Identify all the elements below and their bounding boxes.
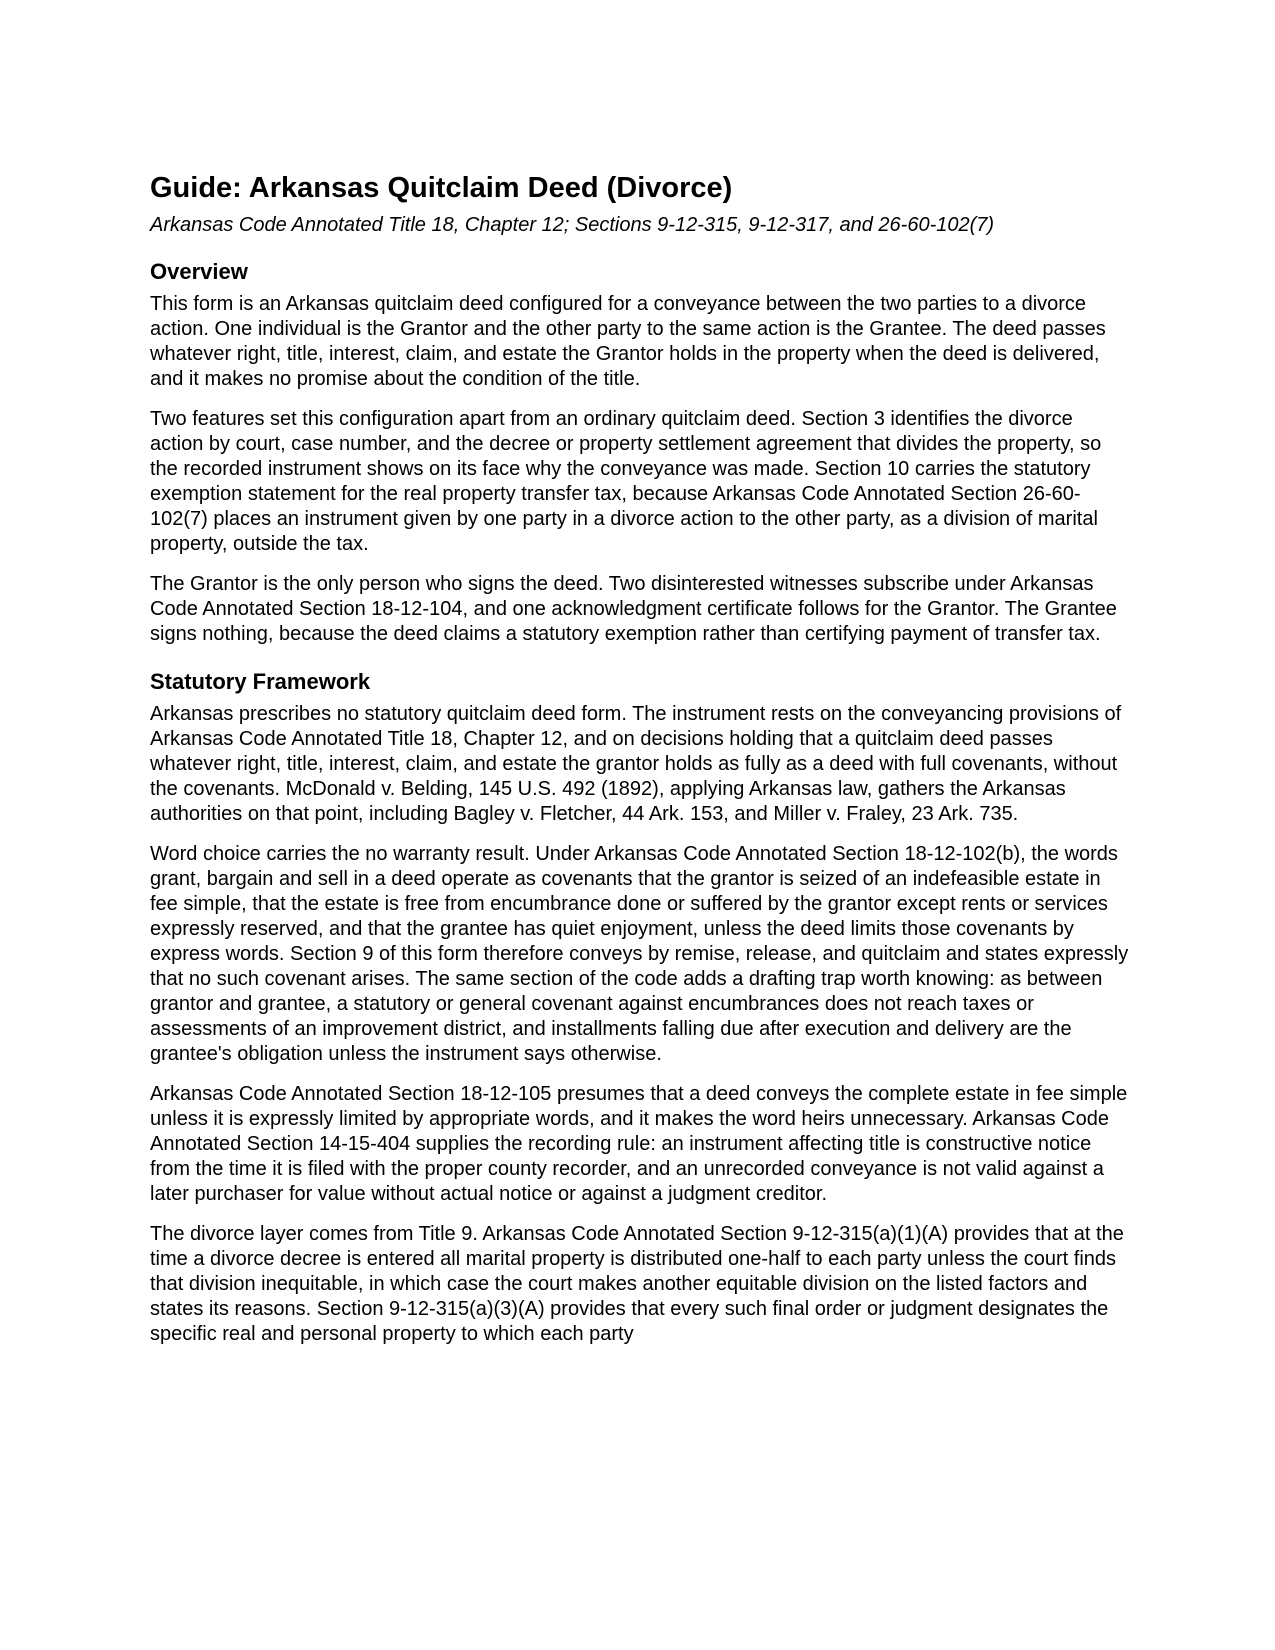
paragraph: Two features set this configuration apart from an ordinary quitclaim deed. Section 3 identifies the divorce action by court, case number, and the decree or property settlement agreement that divides the property, so the recorded instrument shows on its face why the conveyance was made. Section 10 carries the statutory exemption statement for the real property transfer tax, because Arkansas Code Annotated Section 26-60-102(7) places an instrument given by one party in a divorce action to the other party, as a division of marital property, outside the tax. <box>150 408 1102 555</box>
section-heading-statutory-framework: Statutory Framework <box>150 669 371 694</box>
document-page <box>150 170 1130 1347</box>
section-statutory-framework <box>150 668 1130 1347</box>
section-heading-overview: Overview <box>150 259 248 284</box>
paragraph: Arkansas Code Annotated Section 18-12-105 presumes that a deed conveys the complete estate in fee simple unless it is expressly limited by appropriate words, and it makes the word heirs unnecessary. Arkansas Code Annotated Section 14-15-404 supplies the recording rule: an instrument affecting title is constructive notice from the time it is filed with the proper county recorder, and an unrecorded conveyance is not valid against a later purchaser for value without actual notice or against a judgment creditor. <box>150 1083 1128 1205</box>
document-title: Guide: Arkansas Quitclaim Deed (Divorce) <box>150 172 733 204</box>
paragraph: This form is an Arkansas quitclaim deed configured for a conveyance between the two parties to a divorce action. One individual is the Grantor and the other party to the same action is the Grantee. The deed passes whatever right, title, interest, claim, and estate the Grantor holds in the property when the deed is delivered, and it makes no promise about the condition of the title. <box>150 293 1106 390</box>
document-subtitle: Arkansas Code Annotated Title 18, Chapter 12; Sections 9-12-315, 9-12-317, and 26-60-102(7) <box>150 214 995 236</box>
paragraph: The divorce layer comes from Title 9. Arkansas Code Annotated Section 9-12-315(a)(1)(A) provides that at the time a divorce decree is entered all marital property is distributed one-half to each party unless the court finds that division inequitable, in which case the court makes another equitable division on the listed factors and states its reasons. Section 9-12-315(a)(3)(A) provides that every such final order or judgment designates the specific real and personal property to which each party <box>150 1223 1124 1345</box>
paragraph: Word choice carries the no warranty result. Under Arkansas Code Annotated Section 18-12-102(b), the words grant, bargain and sell in a deed operate as covenants that the grantor is seized of an indefeasible estate in fee simple, that the estate is free from encumbrance done or suffered by the grantor except rents or services expressly reserved, and that the grantee has quiet enjoyment, unless the deed limits those covenants by express words. Section 9 of this form therefore conveys by remise, release, and quitclaim and states expressly that no such covenant arises. The same section of the code adds a drafting trap worth knowing: as between grantor and grantee, a statutory or general covenant against encumbrances does not reach taxes or assessments of an improvement district, and installments falling due after execution and delivery are the grantee's obligation unless the instrument says otherwise. <box>150 843 1129 1065</box>
section-overview <box>150 258 1130 647</box>
paragraph: Arkansas prescribes no statutory quitclaim deed form. The instrument rests on the conveyancing provisions of Arkansas Code Annotated Title 18, Chapter 12, and on decisions holding that a quitclaim deed passes whatever right, title, interest, claim, and estate the grantor holds as fully as a deed with full covenants, without the covenants. McDonald v. Belding, 145 U.S. 492 (1892), applying Arkansas law, gathers the Arkansas authorities on that point, including Bagley v. Fletcher, 44 Ark. 153, and Miller v. Fraley, 23 Ark. 735. <box>150 703 1122 825</box>
paragraph: The Grantor is the only person who signs the deed. Two disinterested witnesses subscribe under Arkansas Code Annotated Section 18-12-104, and one acknowledgment certificate follows for the Grantor. The Grantee signs nothing, because the deed claims a statutory exemption rather than certifying payment of transfer tax. <box>150 573 1117 645</box>
